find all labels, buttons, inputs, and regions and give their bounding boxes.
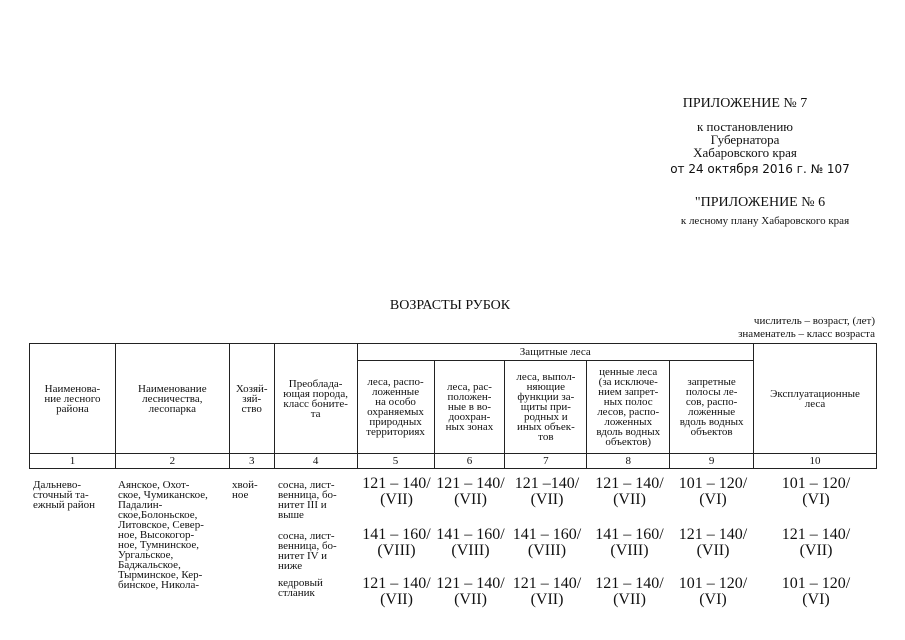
column-number: 1 bbox=[30, 454, 116, 469]
row-value: 121 – 140/ (VII) bbox=[781, 526, 851, 559]
header-protective-2: леса, рас- положен- ные в во- доохран- ных зонах bbox=[434, 361, 505, 454]
row-value: 101 – 120/ (VI) bbox=[678, 575, 748, 608]
forestry-names: Аянское, Охот- ское, Чумиканское, Падалин- ское,Болоньское, Литовское, Север- ное, Высокогор- ное, Тумнинское, Ургальское, Баджальское, Тырминское, Кер- бинское, Никола- bbox=[118, 479, 208, 591]
note-numerator: числитель – возраст, (лет) bbox=[753, 315, 875, 327]
column-number: 6 bbox=[434, 454, 505, 469]
row-value: 121 – 140/ (VII) bbox=[436, 575, 505, 608]
sub-appendix-line: к лесному плану Хабаровского края bbox=[680, 215, 850, 227]
row-value: 121 –140/ (VII) bbox=[514, 475, 580, 508]
header-protective-1: леса, распо- ложенные на особо охраняемых природных территориях bbox=[357, 361, 434, 454]
header-region: Наименова- ние лесного района bbox=[30, 344, 116, 454]
column-number: 4 bbox=[274, 454, 357, 469]
document-title: ВОЗРАСТЫ РУБОК bbox=[389, 298, 511, 313]
appendix-title: ПРИЛОЖЕНИЕ № 7 bbox=[682, 96, 808, 111]
note-denominator: знаменатель – класс возраста bbox=[738, 328, 875, 340]
header-protective-3: леса, выпол- няющие функции за- щиты при- родных и иных объек- тов bbox=[505, 361, 587, 454]
row-value: 121 – 140/ (VII) bbox=[678, 526, 748, 559]
row-species: сосна, лист- венница, бо- нитет IV и ниже bbox=[278, 530, 337, 572]
column-number: 3 bbox=[229, 454, 274, 469]
header-exploit: Эксплуатационные леса bbox=[754, 344, 877, 454]
column-number: 10 bbox=[754, 454, 877, 469]
row-value: 121 – 140/ (VII) bbox=[362, 475, 431, 508]
header-protective: Защитные леса bbox=[357, 344, 753, 361]
header-forestry: Наименование лесничества, лесопарка bbox=[115, 344, 229, 454]
row-value: 121 – 140/ (VII) bbox=[595, 475, 664, 508]
column-number: 7 bbox=[505, 454, 587, 469]
row-value: 141 – 160/ (VIII) bbox=[362, 526, 431, 559]
ages-table bbox=[29, 343, 877, 469]
row-species: кедровый стланик bbox=[278, 577, 323, 599]
row-species: сосна, лист- венница, бо- нитет III и выше bbox=[278, 479, 337, 521]
sub-appendix-title: "ПРИЛОЖЕНИЕ № 6 bbox=[694, 195, 826, 210]
column-number: 9 bbox=[670, 454, 754, 469]
row-value: 121 – 140/ (VII) bbox=[362, 575, 431, 608]
column-number: 5 bbox=[357, 454, 434, 469]
row-value: 101 – 120/ (VI) bbox=[678, 475, 748, 508]
appendix-line2: Губернатора bbox=[710, 132, 780, 147]
row-value: 141 – 160/ (VIII) bbox=[436, 526, 505, 559]
column-number: 8 bbox=[587, 454, 670, 469]
row-value: 121 – 140/ (VII) bbox=[512, 575, 582, 608]
row-value: 121 – 140/ (VII) bbox=[436, 475, 505, 508]
header-economy: Хозяй- зяй- ство bbox=[229, 344, 274, 454]
row-value: 141 – 160/ (VIII) bbox=[595, 526, 664, 559]
row-value: 101 – 120/ (VI) bbox=[781, 475, 851, 508]
row-value: 101 – 120/ (VI) bbox=[781, 575, 851, 608]
appendix-line3: Хабаровского края bbox=[693, 145, 797, 160]
row-value: 121 – 140/ (VII) bbox=[595, 575, 664, 608]
header-protective-4: ценные леса (за исключе- нием запрет- ных полос лесов, распо- ложенных вдоль водных объектов) bbox=[587, 361, 670, 454]
appendix-date: от 24 октября 2016 г. № 107 bbox=[670, 162, 850, 176]
region-name: Дальнево- сточный та- ежный район bbox=[33, 479, 96, 511]
appendix-line1: к постановлению bbox=[696, 119, 794, 134]
row-value: 141 – 160/ (VIII) bbox=[512, 526, 582, 559]
economy-type: хвой- ное bbox=[232, 479, 258, 501]
column-number: 2 bbox=[115, 454, 229, 469]
header-protective-5: запретные полосы ле- сов, распо- ложенные вдоль водных объектов bbox=[670, 361, 754, 454]
header-species: Преоблада- ющая порода, класс бонитe- та bbox=[274, 344, 357, 454]
